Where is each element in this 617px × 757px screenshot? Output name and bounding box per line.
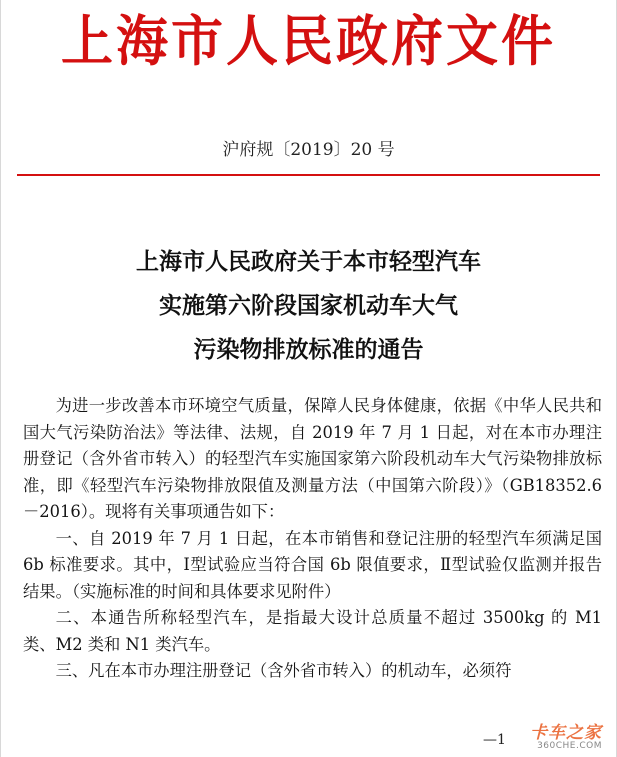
document-header: 上海市人民政府文件: [60, 9, 556, 74]
notice-body: [23, 393, 602, 685]
notice-title: [1, 240, 616, 372]
watermark-logo: [530, 718, 602, 751]
body-paragraph-intro: 为进一步改善本市环境空气质量，保障人民身体健康，依据《中华人民共和国大气污染防治法》等法律、法规，自 2019 年 7 月 1 日起，对在本市办理注册登记（含外省市转入）的轻型汽车实施国家第六阶段机动车大气污染物排放标准，即《轻型汽车污染物排放限值及测量方法（中国第六阶段）》（GB18352.6－2016）。现将有关事项通告如下：: [23, 396, 602, 521]
body-paragraph-item-2: 二、本通告所称轻型汽车，是指最大设计总质量不超过 3500kg 的 M1 类、M2 类和 N1 类汽车。: [23, 608, 602, 654]
watermark-url: 360CHE.COM: [537, 741, 602, 751]
body-paragraph-item-3: 三、凡在本市办理注册登记（含外省市转入）的机动车，必须符: [55, 661, 512, 680]
document-number: 沪府规〔2019〕20 号: [222, 140, 395, 160]
page-number: —1: [483, 732, 506, 748]
notice-title-line-1: 上海市人民政府关于本市轻型汽车: [136, 249, 481, 275]
notice-title-line-3: 污染物排放标准的通告: [193, 337, 424, 363]
watermark-text: 卡车之家: [530, 723, 602, 743]
body-paragraph-item-1: 一、自 2019 年 7 月 1 日起，在本市销售和登记注册的轻型汽车须满足国 6b 标准要求。其中，Ⅰ型试验应当符合国 6b 限值要求，Ⅱ型试验仅监测并报告结果。（实施标准的时间和具体要求见附件）: [23, 528, 602, 601]
red-divider-line: [17, 174, 600, 176]
notice-title-line-2: 实施第六阶段国家机动车大气: [159, 293, 458, 319]
